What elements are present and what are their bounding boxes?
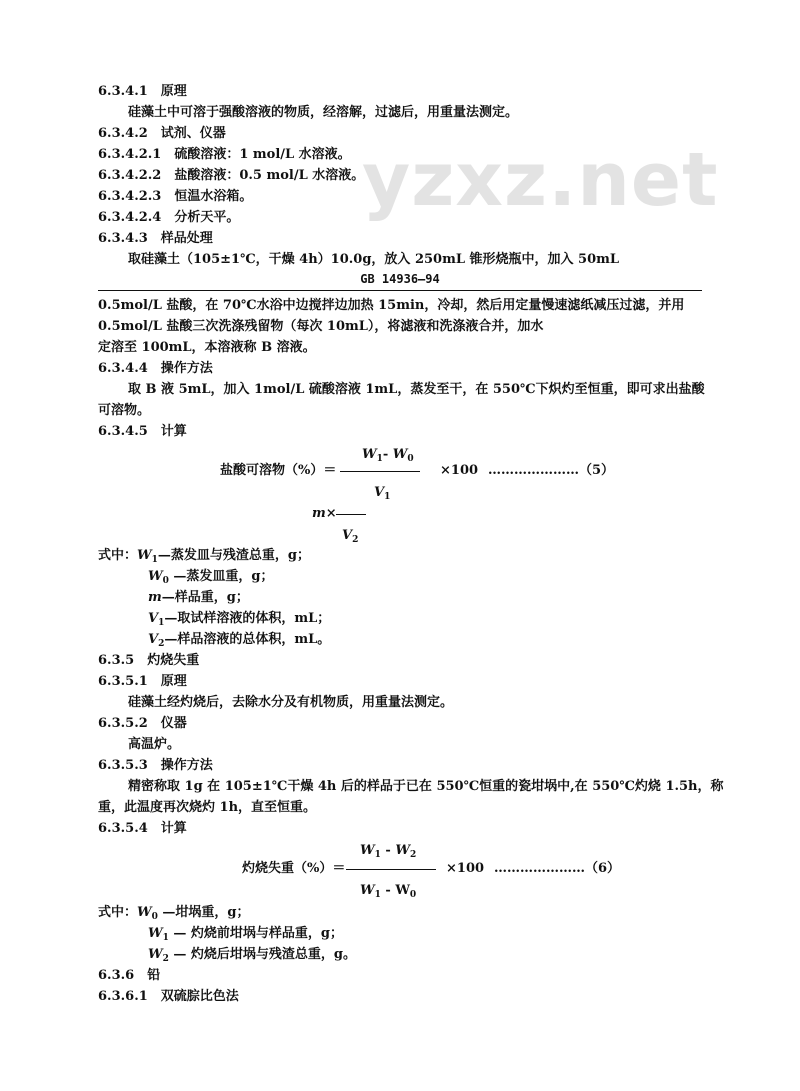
definition-v2: $V_2—$样品溶液的总体积，mL。: [148, 632, 331, 649]
formula6-fraction-bar: [346, 869, 436, 870]
definition-w1: 式中：$W_1—$蒸发皿与残渣总重，g；: [98, 548, 310, 565]
paragraph-sample-prep-4: 定溶至 100mL，本溶液称 B 溶液。: [98, 340, 316, 355]
section-6-3-4-2: 6.3.4.2 试剂、仪器: [98, 126, 226, 141]
formula5-times-100: ×100: [440, 463, 479, 478]
formula5-numerator: $W_1-$ $W_0$: [362, 447, 414, 464]
section-6-3-4-3: 6.3.4.3 样品处理: [98, 231, 213, 246]
definition-v1: $V_1—$取试样溶液的体积，mL；: [148, 611, 331, 628]
section-6-3-4-4: 6.3.4.4 操作方法: [98, 361, 213, 376]
header-rule: [98, 290, 702, 291]
definition-m: m—样品重，g；: [148, 590, 249, 605]
formula5-v2: $V_2$: [342, 528, 359, 545]
section-6-3-5-4: 6.3.5.4 计算: [98, 821, 187, 836]
section-6-3-6-1: 6.3.6.1 双硫腙比色法: [98, 989, 239, 1004]
section-6-3-4-1: 6.3.4.1 原理: [98, 84, 187, 99]
formula5-number: …………………（5）: [488, 463, 615, 478]
section-6-3-5-2: 6.3.5.2 仪器: [98, 716, 187, 731]
section-6-3-5: 6.3.5 灼烧失重: [98, 653, 200, 668]
section-6-3-4-5: 6.3.4.5 计算: [98, 424, 187, 439]
formula6-denominator: $W_1 - W_0$: [360, 883, 417, 900]
definition6-w1: $W_1$ — 灼烧前坩埚与样品重，g；: [148, 926, 344, 943]
paragraph-sample-prep-3: 0.5mol/L 盐酸三次洗涤残留物（每次 10mL），将滤液和洗涤液合并，加水: [98, 319, 544, 334]
paragraph-ignition-op-2: 重，此温度再次烧灼 1h，直至恒重。: [98, 800, 317, 815]
paragraph-sample-prep-2: 0.5mol/L 盐酸，在 70℃水浴中边搅拌边加热 15min，冷却，然后用定量慢速滤纸减压过滤，并用: [98, 298, 685, 313]
section-6-3-4-2-1: 6.3.4.2.1 硫酸溶液：1 mol/L 水溶液。: [98, 147, 351, 162]
paragraph-operation-1: 取 B 液 5mL，加入 1mol/L 硫酸溶液 1mL，蒸发至干，在 550℃下炽灼至恒重，即可求出盐酸: [128, 382, 705, 397]
formula6-number: …………………（6）: [494, 861, 621, 876]
watermark: yzxz.net: [362, 137, 719, 223]
formula5-m-times: m×: [312, 506, 337, 521]
formula5-sub-fraction-bar: [336, 514, 366, 515]
definition-w0: $W_0$ —蒸发皿重，g；: [148, 569, 274, 586]
paragraph-principle-acid: 硅藻土中可溶于强酸溶液的物质，经溶解，过滤后，用重量法测定。: [128, 105, 519, 120]
formula5-lhs: 盐酸可溶物（%）＝: [220, 463, 337, 478]
paragraph-principle-ignition: 硅藻土经灼烧后，去除水分及有机物质，用重量法测定。: [128, 695, 454, 710]
formula6-times-100: ×100: [446, 861, 485, 876]
section-6-3-4-2-2: 6.3.4.2.2 盐酸溶液：0.5 mol/L 水溶液。: [98, 168, 365, 183]
section-6-3-6: 6.3.6 铅: [98, 968, 161, 983]
page-header-standard: GB 14936—94: [360, 272, 440, 286]
paragraph-operation-2: 可溶物。: [98, 403, 151, 418]
section-6-3-5-3: 6.3.5.3 操作方法: [98, 758, 213, 773]
formula6-lhs: 灼烧失重（%）＝: [242, 861, 346, 876]
paragraph-sample-prep-1: 取硅藻土（105±1℃，干燥 4h）10.0g，放入 250mL 锥形烧瓶中，加入 50mL: [128, 252, 620, 267]
section-6-3-4-2-3: 6.3.4.2.3 恒温水浴箱。: [98, 189, 253, 204]
section-6-3-5-1: 6.3.5.1 原理: [98, 674, 187, 689]
paragraph-ignition-op-1: 精密称取 1g 在 105±1℃干燥 4h 后的样品于已在 550℃恒重的瓷坩埚中,在 550℃灼烧 1.5h，称: [128, 779, 724, 794]
formula6-numerator: $W_1 - W_2$: [360, 843, 417, 860]
paragraph-instrument: 高温炉。: [128, 737, 181, 752]
formula5-fraction-bar: [340, 471, 420, 472]
definition6-w2: $W_2$ — 灼烧后坩埚与残渣总重，g。: [148, 947, 357, 964]
formula5-v1: $V_1$: [374, 485, 391, 502]
definition6-w0: 式中：$W_0$ —坩埚重，g；: [98, 905, 250, 922]
section-6-3-4-2-4: 6.3.4.2.4 分析天平。: [98, 210, 240, 225]
